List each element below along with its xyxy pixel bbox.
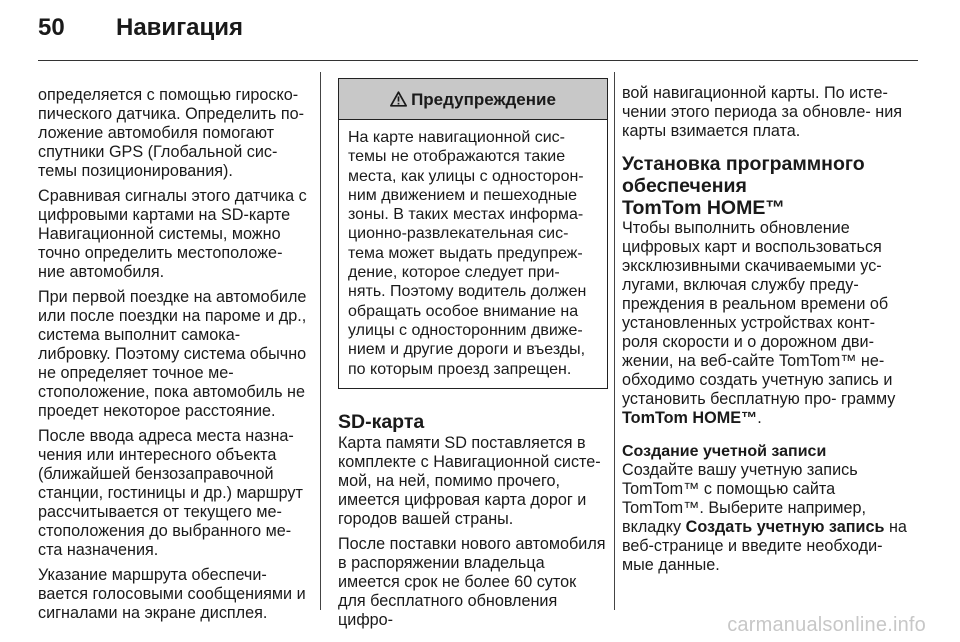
sd-card-heading: SD-карта xyxy=(338,410,425,433)
header-divider xyxy=(38,60,918,61)
install-heading-line2: TomTom HOME™ xyxy=(622,197,785,219)
paragraph xyxy=(622,219,912,428)
paragraph: После ввода адреса места назна- чения или интересного объекта (ближайшей бензозаправочной станции, гостиницы и др.) маршрут рассчитывается от текущего ме- стоположения до выбранного ме- ста назначения. xyxy=(38,427,303,559)
page-number: 50 xyxy=(38,14,65,41)
program-name: TomTom HOME™ xyxy=(622,409,758,427)
paragraph: При первой поездке на автомобиле или после поездки на пароме и др., система выполнит самока- либровку. Поэтому система обычно не определяет точное ме- стоположение, пока автомобиль не проедет некоторое расстояние. xyxy=(38,288,307,420)
paragraph-text: Создайте вашу учетную запись TomTom™ с помощью сайта TomTom™. Выберите например, вкладку xyxy=(622,461,867,536)
section-title: Навигация xyxy=(116,14,244,41)
install-heading-line1: Установка программного обеспечения xyxy=(622,153,865,197)
paragraph-end: . xyxy=(757,409,762,427)
paragraph-end: на веб-странице и введите необходи- мые данные. xyxy=(622,518,907,574)
paragraph: Карта памяти SD поставляется в комплекте с Навигационной систе- мой, на ней, помимо прочего, имеется цифровая карта дорог и городов вашей страны. xyxy=(338,433,601,528)
paragraph: Сравнивая сигналы этого датчика с цифровыми картами на SD-карте Навигационной системы, можно точно определить местоположе- ние автомобиля. xyxy=(38,187,307,281)
warning-title: Предупреждение xyxy=(411,89,556,109)
watermark: carmanualsonline.info xyxy=(727,614,926,636)
tab-name: Создать учетную запись xyxy=(685,518,885,536)
paragraph-text: Чтобы выполнить обновление цифровых карт и воспользоваться эксклюзивными скачиваемыми ус- лугами, включая службу преду- преждения в реальном времени об установленных устройствах конт- роля скорости и о дорожном дви- жении, на веб-сайте TomTom™ не- обходимо создать учетную запись и установить бесплатную про- грамму xyxy=(622,219,896,408)
column-2 xyxy=(338,86,608,636)
column-divider-2 xyxy=(614,72,615,610)
warning-text: На карте навигационной сис- темы не отображаются такие места, как улицы с односторон- ним движением и пешеходные зоны. В таких местах информа- ционно-развлекательная сис- тема может выдать предупреж- дение, которое следует при- нять. Поэтому водитель должен обращать особое внимание на улицы с односторонним движе- нием и другие дороги и въезды, по которым проезд запрещен. xyxy=(348,129,587,378)
warning-triangle-icon xyxy=(390,91,407,107)
paragraph: определяется с помощью гироско- пического датчика. Определить по- ложение автомобиля помогают спутники GPS (Глобальной сис- темы позиционирования). xyxy=(38,86,304,180)
warning-header xyxy=(339,79,607,120)
column-3 xyxy=(622,84,912,581)
column-1 xyxy=(38,86,308,629)
column-divider-1 xyxy=(320,72,321,610)
install-heading xyxy=(622,153,912,219)
account-subheading: Создание учетной записи xyxy=(622,443,827,460)
paragraph: вой навигационной карты. По исте- чении этого периода за обновле- ния карты взимается плата. xyxy=(622,84,902,140)
warning-box xyxy=(338,78,608,389)
paragraph xyxy=(622,461,912,575)
paragraph: После поставки нового автомобиля в распоряжении владельца имеется срок не более 60 суток для бесплатного обновления цифро- xyxy=(338,534,606,629)
page-header xyxy=(38,14,243,54)
paragraph: Указание маршрута обеспечи- вается голосовыми сообщениями и сигналами на экране дисплея. xyxy=(38,566,306,622)
